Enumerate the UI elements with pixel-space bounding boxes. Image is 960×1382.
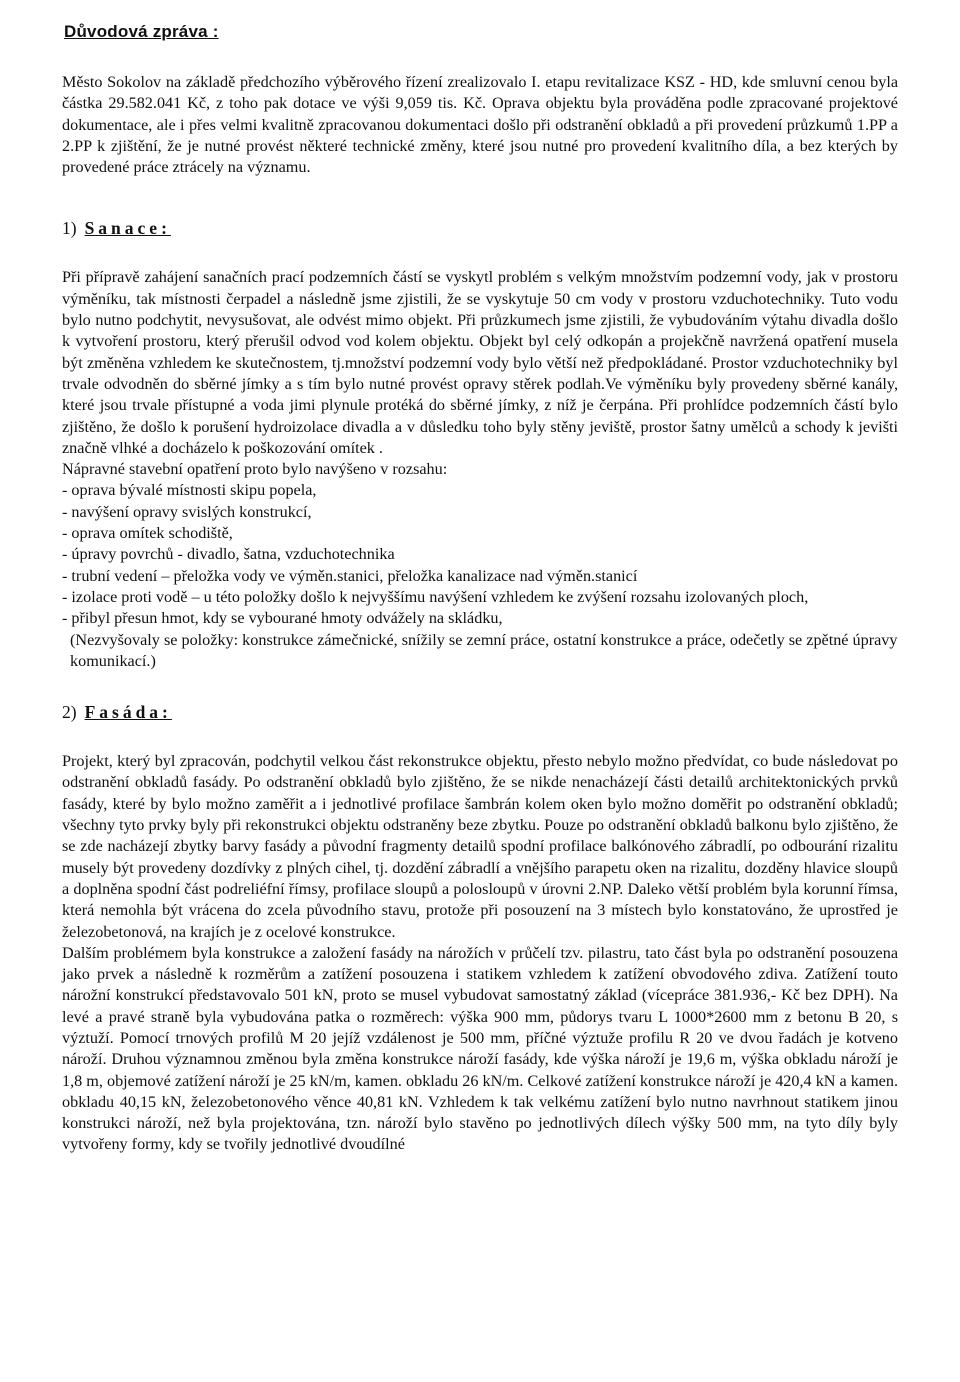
section-title: Fasáda: — [84, 702, 172, 723]
fasada-paragraph-2: Dalším problémem byla konstrukce a založení fasády na nárožích v průčelí tzv. pilastru, tato část byla po odstranění posouzena jako prvek a následně k rozměrům a zatížení posouzena i statikem vzhledem k zatížení obvodového zdiva. Zatížení touto nárožní konstrukcí představovalo 501 kN, proto se musel vybudovat samostatný základ (vícepráce 381.936,- Kč bez DPH). Na levé a pravé straně byla vybudována patka o rozměrech: výška 900 mm, půdorys tvaru L 1000*2600 mm z betonu B 20, s výztuží. Pomocí trnových profilů M 20 jejíž vzdálenost je 500 mm, příčné výztuže profilu R 20 ve dvou řadách je kotveno nároží. Druhou významnou změnou byla změna konstrukce nároží fasády, kde výška nároží je 19,6 m, výška obkladu nároží je 1,8 m, objemové zatížení nároží je 25 kN/m, kamen. obkladu 26 kN/m. Celkové zatížení konstrukce nároží je 420,4 kN a kamen. obkladu 40,15 kN, železobetonového věnce 40,81 kN. Vzhledem k tak velkému zatížení bylo nutno navrhnout statikem jinou konstrukci nároží, než byla projektována, tzn. nároží bylo stavěno po jednotlivých dílech výšky 500 mm, na tyto díly byly vytvořeny formy, kdy se tvořily jednotlivé dvoudílné — [62, 943, 898, 1154]
list-intro: Nápravné stavební opatření proto bylo navýšeno v rozsahu: — [62, 460, 448, 479]
section-heading-sanace — [62, 218, 898, 239]
document-title: Důvodová zpráva : — [64, 22, 219, 41]
list-item: - úpravy povrchů - divadlo, šatna, vzduchotechnika — [62, 545, 395, 564]
list-item: - přibyl přesun hmot, kdy se vybourané hmoty odvážely na skládku, — [62, 609, 503, 628]
list-item: - navýšení opravy svislých konstrukcí, — [62, 502, 312, 521]
list-item: - oprava bývalé místnosti skipu popela, — [62, 481, 317, 500]
section-title: Sanace: — [84, 218, 171, 239]
list-item: - izolace proti vodě – u této položky došlo k nejvyššímu navýšení vzhledem ke zvýšení rozsahu izolovaných ploch, — [62, 587, 809, 606]
section-heading-fasada — [62, 702, 898, 723]
sanace-paragraph: Při přípravě zahájení sanačních prací podzemních částí se vyskytl problém s velkým množstvím podzemní vody, jak v prostoru výměníku, tak místnosti čerpadel a následně jsme zjistili, že se vyskytuje 50 cm vody v prostoru vzduchotechniky. Tuto vodu bylo nutno podchytit, nevysušovat, ale odvést mimo objekt. Při průzkumech jsme zjistili, že vybudováním výtahu divadla došlo k vytvoření prostoru, který přerušil odvod vod kolem objektu. Objekt byl celý odkopán a projekčně navržená opatření musela být změněna vzhledem ke skutečnostem, tj.množství podzemní vody bylo větší než předpokládané. Prostor vzduchotechniky byl trvale odvodněn do sběrné jímky a s tím bylo nutné provést opravy stěrek podlah.Ve výměníku byly provedeny sběrné kanály, které jsou trvale přístupné a voda jimi plynule protéká do sběrné jímky, z níž je čerpána. Při prohlídce podzemních částí bylo zjištěno, že došlo k porušení hydroizolace divadla a v důsledku toho byly stěny jeviště, prostor šatny umělců a schody k jevišti značně vlhké a docházelo k poškozování omítek . — [62, 268, 898, 457]
list-item: - oprava omítek schodiště, — [62, 524, 233, 543]
note-paragraph: (Nezvyšovaly se položky: konstrukce zámečnické, snížily se zemní práce, ostatní konstrukce a práce, odečetly se zpětné úpravy komunikací.) — [70, 630, 898, 670]
section-number: 2) — [62, 702, 77, 723]
list-item: - trubní vedení – přeložka vody ve výměn.stanici, přeložka kanalizace nad výměn.stanicí — [62, 566, 638, 585]
intro-paragraph: Město Sokolov na základě předchozího výběrového řízení zrealizovalo I. etapu revitalizace KSZ - HD, kde smluvní cenou byla částka 29.582.041 Kč, z toho pak dotace ve výši 9,059 tis. Kč. Oprava objektu byla prováděna podle zpracované projektové dokumentace, ale i přes velmi kvalitně zpracovanou dokumentaci došlo při odstranění obkladů a při provedení průzkumů 1.PP a 2.PP k zjištění, že je nutné provést některé technické změny, které jsou nutné pro provedení kvalitního díla, a bez kterých by provedené práce ztrácely na významu. — [62, 73, 898, 177]
measures-list — [62, 480, 898, 629]
section-number: 1) — [62, 218, 77, 239]
fasada-paragraph-1: Projekt, který byl zpracován, podchytil velkou část rekonstrukce objektu, přesto nebylo možno předvídat, co bude následovat po odstranění obkladů fasády. Po odstranění obkladů bylo zjištěno, že se nikde nenacházejí části detailů architektonických prvků fasády, které by bylo možno zaměřit a i jednotlivé profilace šambrán kolem oken bylo možno doměřit po odstranění obkladů; všechny tyto prvky byly při rekonstrukci objektu odstraněny beze zbytku. Pouze po odstranění obkladů balkonu bylo zjištěno, že se zde nacházejí zbytky barvy fasády a původní fragmenty detailů spodní profilace balkónového zábradlí, po odbourání rizalitu musely být provedeny dozdívky z plných cihel, tj. dozdění zábradlí a vnějšího parapetu oken na rizalitu, dozděny hlavice sloupů a doplněna spodní část podreliéfní římsy, profilace sloupů a polosloupů v úrovni 2.NP. Daleko větší problém byla korunní římsa, která nemohla být vrácena do zcela původního stavu, protože při posouzení na 3 místech bylo konstatováno, že uprostřed je železobetonová, na krajích je z ocelové konstrukce. — [62, 752, 898, 941]
